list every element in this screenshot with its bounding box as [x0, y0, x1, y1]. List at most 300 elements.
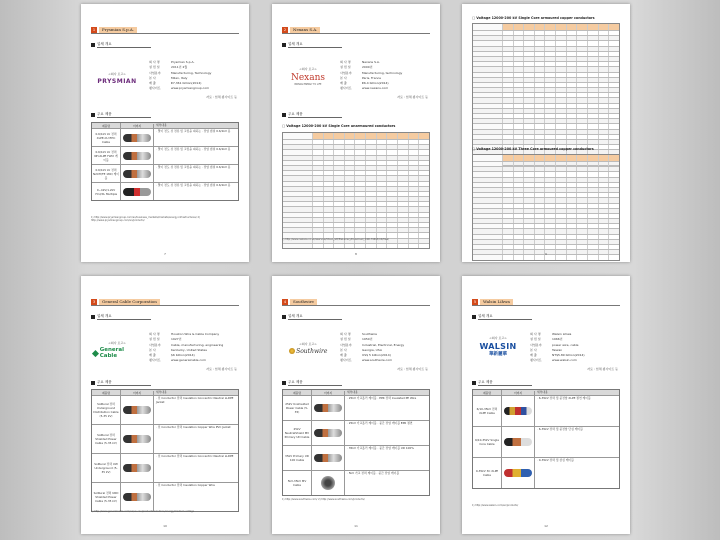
table-cell	[283, 197, 312, 201]
table-cell	[502, 83, 513, 87]
table-row	[283, 212, 429, 217]
table-cell	[587, 31, 598, 35]
table-row	[283, 206, 429, 211]
table-cell	[473, 98, 502, 102]
table-cell	[386, 176, 397, 180]
table-cell	[544, 235, 555, 239]
table-cell	[576, 119, 587, 123]
table-cell	[418, 133, 429, 139]
table-row	[283, 217, 429, 222]
cable-image	[123, 188, 151, 196]
table-cell	[523, 62, 534, 66]
table-cell	[344, 244, 355, 248]
table-cell	[386, 192, 397, 196]
table-cell	[408, 176, 419, 180]
table-cell	[333, 207, 344, 211]
table-row	[473, 129, 619, 134]
table-cell	[323, 228, 334, 232]
section-number: 5	[473, 299, 477, 304]
table-cell	[397, 218, 408, 222]
table-cell	[576, 31, 587, 35]
table-cell	[513, 198, 524, 202]
table-cell	[555, 209, 566, 213]
table-cell	[473, 155, 502, 161]
table-cell	[534, 255, 545, 259]
table-cell	[566, 83, 577, 87]
table-cell	[566, 31, 577, 35]
company-logo: <회사 로고> Southwire	[284, 334, 332, 362]
table-cell	[555, 83, 566, 87]
table-cell	[502, 24, 513, 30]
table-cell	[312, 176, 323, 180]
table-cell	[608, 62, 619, 66]
table-row	[473, 103, 619, 108]
table-row	[473, 30, 619, 35]
table-cell	[386, 202, 397, 206]
table-cell	[354, 140, 365, 144]
table-cell	[312, 192, 323, 196]
table-cell	[598, 219, 609, 223]
table-cell	[523, 104, 534, 108]
table-cell	[513, 193, 524, 197]
table-row: 0-35kV 3C XLPE Cable · 0-35kV 전력 및 삼심 케이블	[473, 457, 619, 488]
table-cell	[576, 240, 587, 244]
table-cell	[523, 172, 534, 176]
source-note: 자료 : 업체 웹사이트 등	[206, 367, 237, 371]
table-row	[473, 228, 619, 233]
table-cell	[587, 198, 598, 202]
table-cell	[418, 207, 429, 211]
table-cell	[576, 88, 587, 92]
table-cell	[283, 150, 312, 154]
company-logo: <회사 로고> WALSIN 華新麗華	[479, 335, 517, 357]
table-cell	[523, 140, 534, 144]
table-cell	[523, 98, 534, 102]
table-cell	[473, 209, 502, 213]
table-cell	[323, 244, 334, 248]
table-cell	[513, 52, 524, 56]
table-cell	[587, 78, 598, 82]
table-cell	[608, 229, 619, 233]
table-row	[473, 72, 619, 77]
table-cell	[386, 166, 397, 170]
table-cell	[386, 207, 397, 211]
table-cell	[608, 67, 619, 71]
table-cell	[333, 228, 344, 232]
table-cell	[473, 135, 502, 139]
table-cell	[312, 233, 323, 237]
table-cell	[502, 109, 513, 113]
table-cell	[566, 178, 577, 182]
table-cell	[555, 178, 566, 182]
table-cell	[587, 24, 598, 30]
cable-image	[504, 438, 532, 446]
table-cell	[344, 156, 355, 160]
table-cell	[544, 140, 555, 144]
prysmian-logo-text: PRYSMIAN	[97, 77, 137, 85]
table-cell	[408, 166, 419, 170]
table-cell	[333, 213, 344, 217]
spec-table	[282, 132, 430, 249]
table-cell	[344, 207, 355, 211]
table-cell	[555, 24, 566, 30]
table-cell	[513, 57, 524, 61]
table-cell	[513, 140, 524, 144]
table-row	[473, 187, 619, 192]
table-cell	[598, 83, 609, 87]
document-page-4[interactable]	[81, 276, 249, 534]
table-cell	[502, 73, 513, 77]
bullet-square-icon	[282, 113, 286, 117]
table-cell	[312, 228, 323, 232]
bullet-square-icon	[91, 315, 95, 319]
table-cell	[576, 114, 587, 118]
table-row	[283, 232, 429, 237]
table-cell	[598, 172, 609, 176]
table-row: SolRural 전력 URD Shielded Power Cable (5-35 kV) · 전 Conductor 전력 Insulation Copper Wire	[92, 482, 238, 511]
table-cell	[523, 73, 534, 77]
table-cell	[534, 24, 545, 30]
table-cell	[608, 204, 619, 208]
table-cell	[386, 150, 397, 154]
table-cell	[397, 176, 408, 180]
table-cell	[587, 188, 598, 192]
table-cell	[566, 224, 577, 228]
table-cell	[408, 156, 419, 160]
table-cell	[587, 119, 598, 123]
table-cell	[513, 162, 524, 166]
table-cell	[544, 98, 555, 102]
table-cell	[323, 140, 334, 144]
company-header	[282, 26, 430, 34]
table-cell	[544, 57, 555, 61]
table-cell	[473, 31, 502, 35]
table-cell	[555, 104, 566, 108]
table-cell	[354, 182, 365, 186]
table-cell	[376, 223, 387, 227]
table-cell	[523, 214, 534, 218]
table-cell	[566, 219, 577, 223]
table-cell	[344, 187, 355, 191]
table-cell	[312, 182, 323, 186]
table-cell	[283, 223, 312, 227]
table-cell	[473, 172, 502, 176]
table-cell	[576, 67, 587, 71]
table-row: SolRural 전력 Shielded Power Cable (5-35 kV) · 전 Conductor 전력 Insulation Copper Wire PVC Jacket	[92, 424, 238, 453]
table-cell	[386, 244, 397, 248]
table-cell	[608, 140, 619, 144]
table-cell	[473, 219, 502, 223]
company-header	[472, 298, 620, 306]
cable-image	[123, 152, 151, 160]
table-cell	[608, 124, 619, 128]
table-row	[283, 155, 429, 160]
table-cell	[534, 183, 545, 187]
table-cell	[418, 166, 429, 170]
table-cell	[566, 124, 577, 128]
table-cell	[333, 223, 344, 227]
table-cell	[365, 150, 376, 154]
table-cell	[333, 182, 344, 186]
table-row	[473, 51, 619, 56]
table-cell	[576, 214, 587, 218]
table-cell	[408, 133, 419, 139]
table-cell	[344, 133, 355, 139]
table-cell	[502, 93, 513, 97]
document-page-6[interactable]	[462, 276, 630, 534]
table-cell	[502, 135, 513, 139]
table-cell	[513, 93, 524, 97]
company-title: Southwire	[290, 299, 317, 305]
table-row: 6/10-35kV 전력 XLPE Cable · 6-35kV 전력 및 중전압 XLPE 절연 케이블	[473, 395, 619, 426]
products-table: 제품명 이미지 세부내용 SolRural 전력 Underground Distribution Cable (5-35 kV) · 전 Conductor 전력 Insulation Concentric Neutral LLDPE Jacket SolRural 전력 Shielded Power Cable (5-35 kV) · 전 Conductor 전력 Insulation Copper Wire PVC Jacket SolRural 전력 UW Underground (5-35 kV) · 전 Conductor 전력 Insulation Concentric Neutral LLDPE SolRural 전력 URD Shielded Power Cable (5-35 kV) · 전 Conductor 전력 Insulation Copper Wire	[91, 389, 239, 512]
table-cell	[598, 93, 609, 97]
table-cell	[608, 135, 619, 139]
table-cell	[502, 188, 513, 192]
table-cell	[598, 255, 609, 259]
bullet-square-icon	[282, 381, 286, 385]
table-cell	[344, 223, 355, 227]
table-cell	[587, 62, 598, 66]
table-cell	[608, 224, 619, 228]
table-cell	[598, 198, 609, 202]
southwire-logo-text: Southwire	[296, 347, 328, 355]
table-cell	[598, 135, 609, 139]
table-cell	[502, 41, 513, 45]
table-cell	[408, 140, 419, 144]
table-cell	[386, 213, 397, 217]
table-cell	[502, 114, 513, 118]
table-cell	[544, 224, 555, 228]
table-cell	[523, 198, 534, 202]
products-table: 제품명 이미지 세부내용 0.6/1kV LV 전력 XLPE-CU EHC Cable · 열이 전도 성 전류 및 고립을 피하는 · 전압 범위 0.6/1kV 용 0.6/1kV LV 전력 NH-XLPE FLEX 케이블 · 열이 전도 성 전류 및 고립을 피하는 · 전압 범위 0.6/1kV 용 0.6/1kV LV 전력 N2XH(FE 180) 케이블 · 열이 전도 성 전류 및 고립을 피하는 · 전압 범위 0.6/1kV 용 0~4kV/1.2kV 7CU/XL Multiple · 열이 전도 성 전류 및 고립을 피하는 · 전압 범위 0.6/1kV 용	[91, 122, 239, 201]
table-cell	[386, 182, 397, 186]
nexans-logo-tagline: BRINGS ENERGY TO LIFE	[294, 82, 322, 86]
table-cell	[608, 24, 619, 30]
table-cell	[502, 124, 513, 128]
table-cell	[587, 36, 598, 40]
table-cell	[566, 235, 577, 239]
table-cell	[312, 171, 323, 175]
table-row	[283, 144, 429, 149]
table-cell	[576, 41, 587, 45]
table-cell	[555, 98, 566, 102]
table-cell	[283, 207, 312, 211]
company-title: Nexans S.A.	[290, 27, 320, 33]
table-cell	[397, 228, 408, 232]
table-cell	[598, 78, 609, 82]
bullet-square-icon	[472, 315, 476, 319]
document-page-3[interactable]	[462, 4, 630, 262]
table-cell	[473, 204, 502, 208]
table-cell	[513, 167, 524, 171]
table-cell	[513, 183, 524, 187]
table-cell	[502, 235, 513, 239]
table-cell	[598, 209, 609, 213]
table-cell	[566, 119, 577, 123]
table-cell	[354, 218, 365, 222]
table-cell	[555, 193, 566, 197]
table-cell	[502, 67, 513, 71]
table-cell	[312, 223, 323, 227]
table-cell	[544, 104, 555, 108]
table-cell	[386, 218, 397, 222]
table-cell	[473, 67, 502, 71]
table-cell	[555, 109, 566, 113]
table-cell	[473, 188, 502, 192]
table-cell	[534, 78, 545, 82]
table-row	[283, 222, 429, 227]
table-cell	[397, 213, 408, 217]
table-cell	[555, 204, 566, 208]
table-cell	[566, 41, 577, 45]
document-page-1[interactable]	[81, 4, 249, 262]
table-cell	[365, 133, 376, 139]
table-cell	[333, 192, 344, 196]
table-cell	[502, 36, 513, 40]
section-number: 2	[283, 27, 287, 32]
table-cell	[544, 52, 555, 56]
table-cell	[544, 88, 555, 92]
table-cell	[608, 245, 619, 249]
table-row	[473, 92, 619, 97]
table-cell	[523, 188, 534, 192]
table-cell	[523, 93, 534, 97]
document-page-2[interactable]	[272, 4, 440, 262]
table-cell	[555, 214, 566, 218]
table-cell	[598, 73, 609, 77]
table-cell	[598, 41, 609, 45]
table-cell	[534, 240, 545, 244]
table-cell	[598, 235, 609, 239]
table-cell	[598, 104, 609, 108]
table-cell	[365, 161, 376, 165]
table-row	[473, 139, 619, 144]
table-cell	[576, 57, 587, 61]
table-cell	[544, 193, 555, 197]
table-cell	[587, 109, 598, 113]
table-cell	[566, 52, 577, 56]
table-cell	[323, 233, 334, 237]
table-cell	[344, 197, 355, 201]
table-cell	[598, 130, 609, 134]
table-cell	[312, 187, 323, 191]
table-cell	[323, 171, 334, 175]
table-cell	[333, 166, 344, 170]
table-row	[283, 201, 429, 206]
table-cell	[534, 155, 545, 161]
table-cell	[473, 124, 502, 128]
table-cell	[608, 130, 619, 134]
table-cell	[555, 183, 566, 187]
table-cell	[408, 202, 419, 206]
bullet-square-icon	[91, 381, 95, 385]
table-cell	[502, 31, 513, 35]
document-page-5[interactable]	[272, 276, 440, 534]
table-cell	[523, 209, 534, 213]
table-cell	[418, 171, 429, 175]
company-info: 회 사 명 Walsin Lihwa 설 립 일 1966년 사업분야 power wire, cable 본 사 Taiwan 매 출 NT$5.89 billion(2014) 웹사이트 www.walsin.com	[530, 332, 585, 363]
overview-heading: 업체 개요	[91, 42, 151, 47]
table-cell	[555, 62, 566, 66]
table-cell	[534, 188, 545, 192]
table-cell	[408, 244, 419, 248]
table-cell	[344, 182, 355, 186]
table-cell	[502, 255, 513, 259]
table-cell	[608, 36, 619, 40]
table-row	[473, 218, 619, 223]
table-cell	[608, 188, 619, 192]
table-cell	[587, 47, 598, 51]
table-row: 25kV Unshielded Power Cable (5-35) · 25kV 가교폴리 케이블 · EPR 전력 Insulated PE Wire	[283, 395, 429, 420]
table-cell	[418, 187, 429, 191]
overview-heading: 업체 개요	[282, 314, 342, 319]
table-cell	[386, 233, 397, 237]
table-cell	[283, 202, 312, 206]
table-cell	[587, 124, 598, 128]
table-cell	[513, 47, 524, 51]
products-table: 제품명 이미지 세부내용 6/10-35kV 전력 XLPE Cable · 6-35kV 전력 및 중전압 XLPE 절연 케이블 6/10-35kV Single Core Cable · 6-35kV 전력 및 중전압 단심 케이블 0-35kV 3C XLPE Cable · 0-35kV 전력 및 삼심 케이블	[472, 389, 620, 489]
footnotes: 1) http://www.walsin.com/en/products/	[472, 504, 519, 507]
table-cell	[608, 109, 619, 113]
table-cell	[544, 124, 555, 128]
table-cell	[333, 150, 344, 154]
table-row	[473, 192, 619, 197]
table-cell	[283, 140, 312, 144]
table-cell	[397, 161, 408, 165]
table-cell	[598, 52, 609, 56]
table-cell	[418, 218, 429, 222]
table-cell	[523, 57, 534, 61]
table-cell	[576, 109, 587, 113]
table-cell	[354, 161, 365, 165]
table-cell	[608, 198, 619, 202]
table-cell	[397, 202, 408, 206]
table-cell	[418, 233, 429, 237]
table-cell	[502, 167, 513, 171]
table-cell	[513, 229, 524, 233]
table-cell	[608, 155, 619, 161]
table-row: 5kV-35kV MV Cable · 5kV 가교 전력 케이블 · 중간 전압 케이블	[283, 470, 429, 495]
table-cell	[534, 172, 545, 176]
table-cell	[418, 223, 429, 227]
table-cell	[344, 140, 355, 144]
table-cell	[354, 133, 365, 139]
table-cell	[473, 140, 502, 144]
table-cell	[608, 214, 619, 218]
table-cell	[555, 219, 566, 223]
table-cell	[576, 245, 587, 249]
table-cell	[576, 204, 587, 208]
table-cell	[513, 98, 524, 102]
table-cell	[473, 229, 502, 233]
table-cell	[386, 145, 397, 149]
spec-table	[472, 154, 620, 261]
table-cell	[473, 198, 502, 202]
table-cell	[365, 156, 376, 160]
table-cell	[513, 119, 524, 123]
table-cell	[598, 193, 609, 197]
table-row	[283, 196, 429, 201]
table-cell	[566, 229, 577, 233]
bullet-square-icon	[91, 43, 95, 47]
company-logo: <회사 로고> PRYSMIAN	[97, 71, 137, 85]
table-cell	[502, 47, 513, 51]
table-cell	[323, 192, 334, 196]
table-cell	[513, 109, 524, 113]
table-cell	[534, 62, 545, 66]
table-cell	[544, 245, 555, 249]
